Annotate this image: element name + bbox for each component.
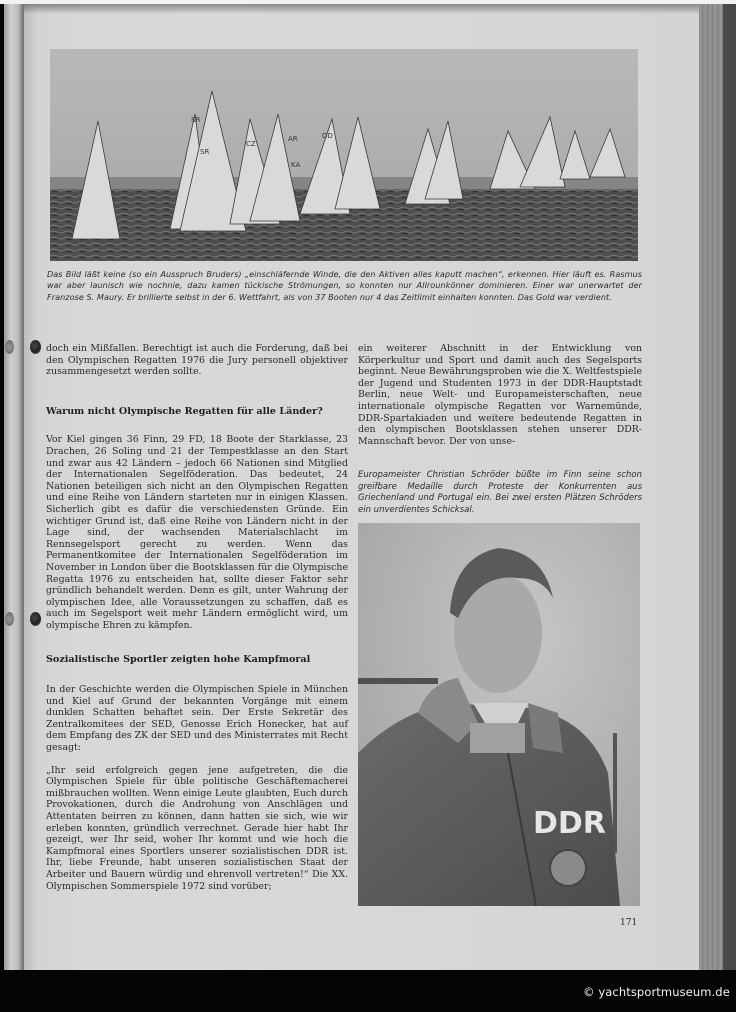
- body-paragraph: ein weiterer Abschnitt in der Entwicklung von Körperkultur und Sport und damit auch des Segelsports beginnt. Neue Bewährungsproben wie die X. Weltfestspiele der Jugend und Studenten 1973 in der DDR-Hauptstadt Berlin, neue Welt- und Europameisterschaften, neue internationale olympische Regatten vor Warnemünde, DDR-Spartakiaden und weitere bedeutende Regatten in den olympischen Bootsklassen stehen unserer DDR-Mannschaft bevor. Der von unse-: [358, 343, 642, 447]
- svg-text:SR: SR: [191, 116, 201, 124]
- jacket-lettering: DDR: [533, 806, 606, 841]
- svg-text:SR: SR: [200, 148, 210, 156]
- ddr-emblem-icon: [550, 850, 586, 886]
- section-heading: Sozialistische Sportler zeigten hohe Kampfmoral: [46, 654, 311, 666]
- intro-paragraph: doch ein Mißfallen. Berechtigt ist auch die Forderung, daß bei den Olympischen Regatten 1976 die Jury personell objektiver zusammengesetzt werden sollte.: [46, 343, 348, 378]
- right-text-column: [358, 343, 642, 447]
- regatta-photo-graphic: [50, 49, 638, 261]
- quote-paragraph: „Ihr seid erfolgreich gegen jene aufgetreten, die die Olympischen Spiele für üble politische Geschäftemacherei mißbrauchen wollten. Wenn einige Leute glaubten, Euch durch Provokationen, durch die Androhung von Anschlägen und Attentaten beirren zu können, dann hatten sie sich, wie wir erleben konnten, gründlich verrechnet. Gerade hier habt Ihr gezeigt, wer Ihr seid, woher Ihr kommt und wie hoch die Kampfmoral eines Sportlers unserer sozialistischen DDR ist. Ihr, liebe Freunde, habt unseren sozialistischen Staat der Arbeiter und Bauern würdig und ehrenvoll vertreten!“ Die XX. Olympischen Sommerspiele 1972 sind vorüber;: [46, 764, 348, 892]
- svg-text:KA: KA: [291, 161, 301, 169]
- svg-text:AR: AR: [288, 135, 298, 143]
- page-number: 171: [620, 918, 638, 928]
- copyright-watermark: © yachtsportmuseum.de: [583, 985, 730, 999]
- book-binding: [4, 4, 24, 970]
- svg-text:CZ: CZ: [246, 140, 256, 148]
- section-heading: Warum nicht Olympische Regatten für alle Länder?: [46, 405, 323, 417]
- binder-hole-icon: [5, 340, 14, 354]
- portrait-photo: [358, 523, 640, 906]
- portrait-photo-graphic: [358, 523, 640, 906]
- body-paragraph: In der Geschichte werden die Olympischen Spiele in München und Kiel auf Grund der bekannten Vorgänge mit einem dunklen Schatten behaftet sein. Der Erste Sekretär des Zentralkomitees der SED, Genosse Erich Honecker, hat auf dem Empfang des ZK der SED und des Ministerrates mit Recht gesagt:: [46, 684, 348, 754]
- page-top-shadow: [24, 4, 699, 14]
- book-cover-edge: [723, 4, 736, 970]
- left-text-column: [46, 343, 348, 892]
- binder-hole-icon: [5, 612, 14, 626]
- body-paragraph: Vor Kiel gingen 36 Finn, 29 FD, 18 Boote der Starklasse, 23 Drachen, 26 Soling und 21 der Tempestklasse an den Start und zwar aus 42 Ländern – jedoch 66 Nationen sind Mitglied der Internationalen Segelföderation. Das bedeutet, 24 Nationen beteiligen sich nicht an den Olympischen Regatten und eine Reihe von Ländern starteten nur in einigen Klassen. Sicherlich gibt es dafür die verschiedensten Gründe. Ein wichtiger Grund ist, daß eine Reihe von Ländern nicht in der Lage sind, der wachsenden Materialschlacht im Rennsegelsport gerecht zu werden. Wenn das Permanentkomitee der Internationalen Segelföderation im November in London über die Bootsklassen für die Olympische Regatta 1976 zu entscheiden hat, sollte dieser Faktor sehr gründlich behandelt werden. Denn es gilt, unter Wahrung der olympischen Idee, alle Voraussetzungen zu schaffen, daß es auch im Segelsport weit mehr Ländern ermöglicht wird, um olympische Ehren zu kämpfen.: [46, 434, 348, 631]
- regatta-photo: [50, 49, 638, 261]
- top-photo-caption: Das Bild läßt keine (so ein Ausspruch Bruders) „einschläfernde Winde, die den Aktiven alles kaputt machen“, erkennen. Hier läuft es. Rasmus war aber launisch wie nochnie, dazu kamen tückische Strömungen, so konnten nur Allrounkönner dominieren. Einer war unerwartet der Franzose S. Maury. Er brillierte selbst in der 6. Wettfahrt, als von 37 Booten nur 4 das Zeitlimit einhalten konnten. Das Gold war verdient.: [47, 269, 642, 302]
- portrait-photo-caption: Europameister Christian Schröder büßte im Finn seine schon greifbare Medaille durch Proteste der Konkurrenten aus Griechenland und Portugal ein. Bei zwei ersten Plätzen Schröders ein unverdientes Schicksal.: [358, 470, 642, 515]
- binder-hole-icon: [30, 340, 41, 354]
- svg-text:OD: OD: [322, 132, 333, 140]
- binder-hole-icon: [30, 612, 41, 626]
